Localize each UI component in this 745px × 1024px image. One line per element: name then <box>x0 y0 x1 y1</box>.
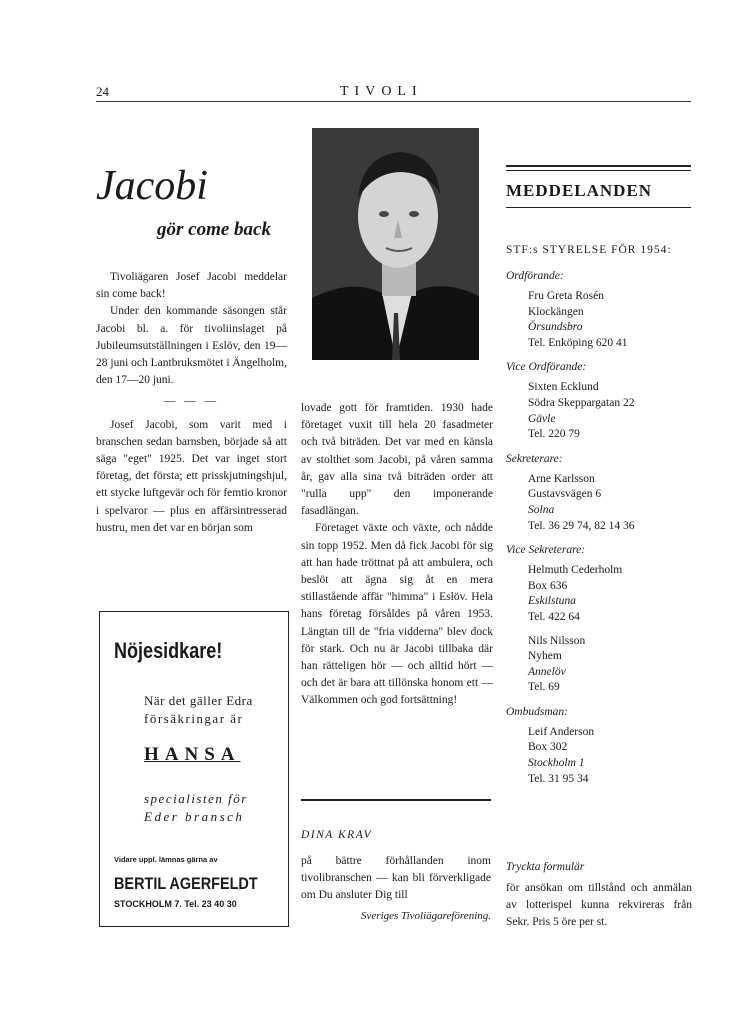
ad-contact-name: BERTIL AGERFELDT <box>114 874 258 893</box>
member-city: Örsundsbro <box>528 321 583 334</box>
role-label: Ordförande: <box>506 270 564 282</box>
section-divider: — — — <box>163 395 220 408</box>
member-name: Sixten Ecklund <box>528 381 599 394</box>
role-label: Vice Sekreterare: <box>506 544 586 557</box>
member-street: Gustavsvägen 6 <box>528 488 602 501</box>
member-tel: Tel. 422 64 <box>528 610 580 623</box>
ad-line: försäkringar är <box>144 711 244 726</box>
member-street: Klockängen <box>528 305 584 318</box>
article-column-1 <box>96 269 287 537</box>
ad-spec-line: specialisten för <box>144 791 248 806</box>
member-city: Annelöv <box>528 665 566 678</box>
article-subtitle: gör come back <box>157 219 271 240</box>
ad-contact-address: STOCKHOLM 7. Tel. 23 40 30 <box>114 899 237 909</box>
dina-krav-text: på bättre förhållanden inom tivolibranschen — kan bli förverkligade om Du ansluter Dig till <box>301 855 491 901</box>
ad-contact-note: Vidare uppl. lämnas gärna av <box>114 855 218 864</box>
tryckta-title: Tryckta formulär <box>506 861 585 873</box>
styrelse-list <box>506 268 691 795</box>
dina-krav-signature: Sveriges Tivoliägareförening. <box>361 910 491 922</box>
member-city: Eskilstuna <box>528 595 576 608</box>
article-paragraph: Tivoliägaren Josef Jacobi meddelar sin come back! <box>96 271 287 301</box>
member-name: Helmuth Cederholm <box>528 564 623 577</box>
member-tel: Tel. 220 79 <box>528 428 580 441</box>
meddelanden-rule-bottom <box>506 207 691 208</box>
member-name: Arne Karlsson <box>528 472 595 485</box>
member-tel: Tel. 69 <box>528 681 560 694</box>
ad-spec-line: Eder bransch <box>144 809 245 824</box>
member-city: Solna <box>528 503 555 516</box>
role-label: Sekreterare: <box>506 452 563 465</box>
portrait-photo <box>312 128 479 360</box>
portrait-illustration <box>312 128 479 360</box>
article-column-2 <box>301 400 493 710</box>
member-street: Nyhem <box>528 650 562 663</box>
dina-krav-title: DINA KRAV <box>301 829 373 841</box>
member-street: Södra Skeppargatan 22 <box>528 396 635 409</box>
meddelanden-title: MEDDELANDEN <box>506 181 653 200</box>
board-member <box>528 289 691 351</box>
board-member <box>528 563 691 625</box>
ad-headline: Nöjesidkare! <box>114 638 223 663</box>
member-name: Nils Nilsson <box>528 634 586 647</box>
member-tel: Tel. Enköping 620 41 <box>528 336 628 349</box>
meddelanden-rule-top-thin <box>506 170 691 171</box>
ad-line: När det gäller Edra <box>144 693 253 708</box>
hansa-advertisement <box>99 611 289 927</box>
meddelanden-rule-top <box>506 165 691 167</box>
role-label: Ombudsman: <box>506 705 568 718</box>
article-paragraph: Företaget växte och växte, och nådde sin topp 1952. Men då fick Jacobi för sig att han hade tröttnat på att ambulera, och beslöt att ägna sig åt en mera stillastående affär "himma" i Eslöv. Hela hans företag försåldes på våren 1953. Längtan till de "fria vidderna" blev dock för stark. Och nu är Jacobi tillbaka där han rätteligen hör — och alltid hört — och det är bara att tillönska honom ett — Välkommen och god fortsättning! <box>301 522 493 707</box>
member-street: Box 636 <box>528 579 568 592</box>
article-title: Jacobi <box>96 163 208 209</box>
board-member <box>528 380 691 442</box>
tryckta-text: för ansökan om tillstånd och anmälan av lotterispel kunna rekvireras från Sekr. Pris 5 öre per st. <box>506 882 692 928</box>
board-member <box>528 725 691 787</box>
member-street: Box 302 <box>528 741 568 754</box>
member-tel: Tel. 31 95 34 <box>528 772 589 785</box>
page-number: 24 <box>96 84 109 99</box>
article-paragraph: Josef Jacobi, som varit med i branschen sedan barnsben, började så att säga "eget" 1925. Det var inget stort företag, det första; ett prisskjutningshjul, ett stycke luftgevär och för femtio kronor i spelvaror — plus en affärsintresserad hustru, men det var en början som <box>96 418 287 534</box>
member-tel: Tel. 36 29 74, 82 14 36 <box>528 519 635 532</box>
article-paragraph: Under den kommande säsongen står Jacobi bl. a. för tivoliinslaget på Jubileumsutställningen i Eslöv, den 19—28 juni och Lantbruksmötet i Ängelholm, den 17—20 juni. <box>96 305 288 387</box>
running-title: TIVOLI <box>340 84 423 99</box>
ad-brand: HANSA <box>144 744 241 765</box>
styrelse-heading: STF:s STYRELSE FÖR 1954: <box>506 244 672 256</box>
member-name: Fru Greta Rosén <box>528 290 605 302</box>
board-member <box>528 472 691 534</box>
role-label: Vice Ordförande: <box>506 361 587 374</box>
header-rule <box>96 101 691 102</box>
member-city: Gävle <box>528 412 556 425</box>
board-member <box>528 634 691 696</box>
member-name: Leif Anderson <box>528 725 595 738</box>
article-paragraph: lovade gott för framtiden. 1930 hade företaget vuxit till hela 20 fasadmeter och två biträden. Det var med en känsla av stolthet som Jacobi, på våren samma år, gav alla sina två biträden order att "rulla upp" den imponerande fasadlängan. <box>301 402 493 518</box>
member-city: Stockholm 1 <box>528 757 585 770</box>
section-rule <box>301 799 491 801</box>
